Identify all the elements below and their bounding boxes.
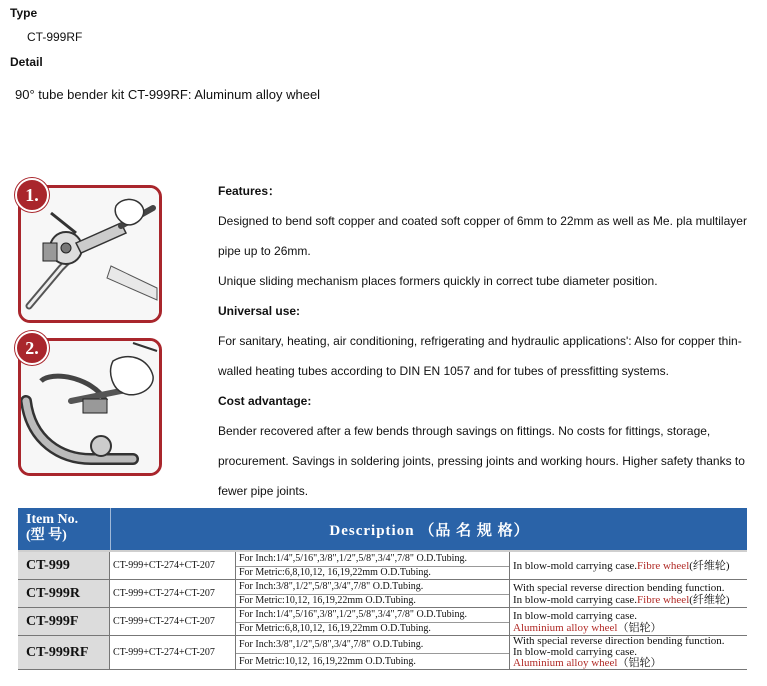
note-cn: （铝轮）	[617, 621, 662, 634]
combo: CT-999+CT-274+CT-207	[110, 552, 236, 579]
table-header	[18, 508, 747, 552]
note-wheel: Aluminium alloy wheel	[513, 621, 618, 634]
inch-sizes: For Inch:3/8",1/2",5/8",3/4",7/8" O.D.Tubing.	[239, 638, 424, 650]
note-wheel: Aluminium alloy wheel	[513, 657, 618, 669]
table-row	[18, 608, 747, 636]
note-wheel: Fibre wheel	[637, 559, 690, 572]
metric-sizes: For Metric:6,8,10,12, 16,19,22mm O.D.Tubing.	[236, 566, 509, 580]
cost-line-2: procurement. Savings in soldering joints, pressing joints and working hours. Higher safety thanks to	[218, 454, 745, 468]
cost-line-1: Bender recovered after a few bends through savings on fittings. No costs for fittings, storage,	[218, 424, 711, 438]
header-item-cn: (型 号)	[26, 528, 67, 543]
sizes	[236, 580, 510, 607]
inch-sizes: For Inch:1/4",5/16",3/8",1/2",5/8",3/4",7/8" O.D.Tubing.	[239, 609, 467, 621]
universal-line-1: For sanitary, heating, air conditioning, refrigerating and hydraulic applications': Also for copper thin-	[218, 334, 742, 348]
note-text: With special reverse direction bending function.	[513, 635, 725, 647]
note-cn: (纤维轮)	[689, 593, 730, 606]
item-no: CT-999	[18, 552, 110, 579]
note-cn: (纤维轮)	[689, 559, 730, 572]
metric-sizes: For Metric:6,8,10,12, 16,19,22mm O.D.Tubing.	[236, 622, 509, 636]
detail-value: 90° tube bender kit CT-999RF: Aluminum alloy wheel	[15, 87, 321, 102]
note-cn: （铝轮）	[617, 657, 662, 669]
type-value: CT-999RF	[27, 30, 83, 44]
combo: CT-999+CT-274+CT-207	[110, 636, 236, 669]
inch-sizes: For Inch:3/8",1/2",5/8",3/4",7/8" O.D.Tubing.	[239, 581, 424, 593]
combo: CT-999+CT-274+CT-207	[110, 580, 236, 607]
header-description: Description （品 名 规 格）	[110, 508, 748, 550]
sizes	[236, 636, 510, 669]
note	[510, 580, 747, 607]
note-text-2: In blow-mold carrying case.	[513, 646, 638, 658]
table-row	[18, 636, 747, 670]
note-text: In blow-mold carrying case.	[513, 609, 638, 622]
cost-line-3: fewer pipe joints.	[218, 484, 309, 498]
step-2-badge: 2.	[15, 331, 49, 365]
note-text-2: In blow-mold carrying case.	[513, 593, 638, 606]
item-no: CT-999F	[18, 608, 110, 635]
universal-line-2: walled heating tubes according to DIN EN 1057 and for tubes of pressfitting systems.	[218, 364, 669, 378]
features-section	[218, 176, 766, 506]
item-no: CT-999RF	[18, 636, 110, 669]
metric-sizes: For Metric:10,12, 16,19,22mm O.D.Tubing.	[236, 653, 509, 670]
header-item-no	[18, 508, 110, 550]
item-no: CT-999R	[18, 580, 110, 607]
note-text: In blow-mold carrying case.	[513, 559, 638, 572]
detail-label: Detail	[10, 55, 43, 69]
type-label: Type	[10, 6, 38, 20]
features-heading: Features：	[218, 184, 281, 198]
product-table	[18, 508, 747, 670]
note	[510, 608, 747, 635]
sizes	[236, 552, 510, 579]
table-row	[18, 552, 747, 580]
header-item-en: Item No.	[26, 512, 79, 527]
features-line-2: pipe up to 26mm.	[218, 244, 311, 258]
inch-sizes: For Inch:1/4",5/16",3/8",1/2",5/8",3/4",7/8" O.D.Tubing.	[239, 553, 467, 565]
features-line-1: Designed to bend soft copper and coated soft copper of 6mm to 22mm as well as Me. pla multilayer	[218, 214, 747, 228]
universal-heading: Universal use:	[218, 304, 301, 318]
table-row	[18, 580, 747, 608]
features-line-3: Unique sliding mechanism places formers quickly in correct tube diameter position.	[218, 274, 658, 288]
note	[510, 636, 747, 669]
note-text: With special reverse direction bending function.	[513, 581, 725, 594]
note-wheel: Fibre wheel	[637, 593, 690, 606]
cost-heading: Cost advantage:	[218, 394, 312, 408]
sizes	[236, 608, 510, 635]
combo: CT-999+CT-274+CT-207	[110, 608, 236, 635]
note	[510, 552, 747, 579]
metric-sizes: For Metric:10,12, 16,19,22mm O.D.Tubing.	[236, 594, 509, 608]
step-1-badge: 1.	[15, 178, 49, 212]
